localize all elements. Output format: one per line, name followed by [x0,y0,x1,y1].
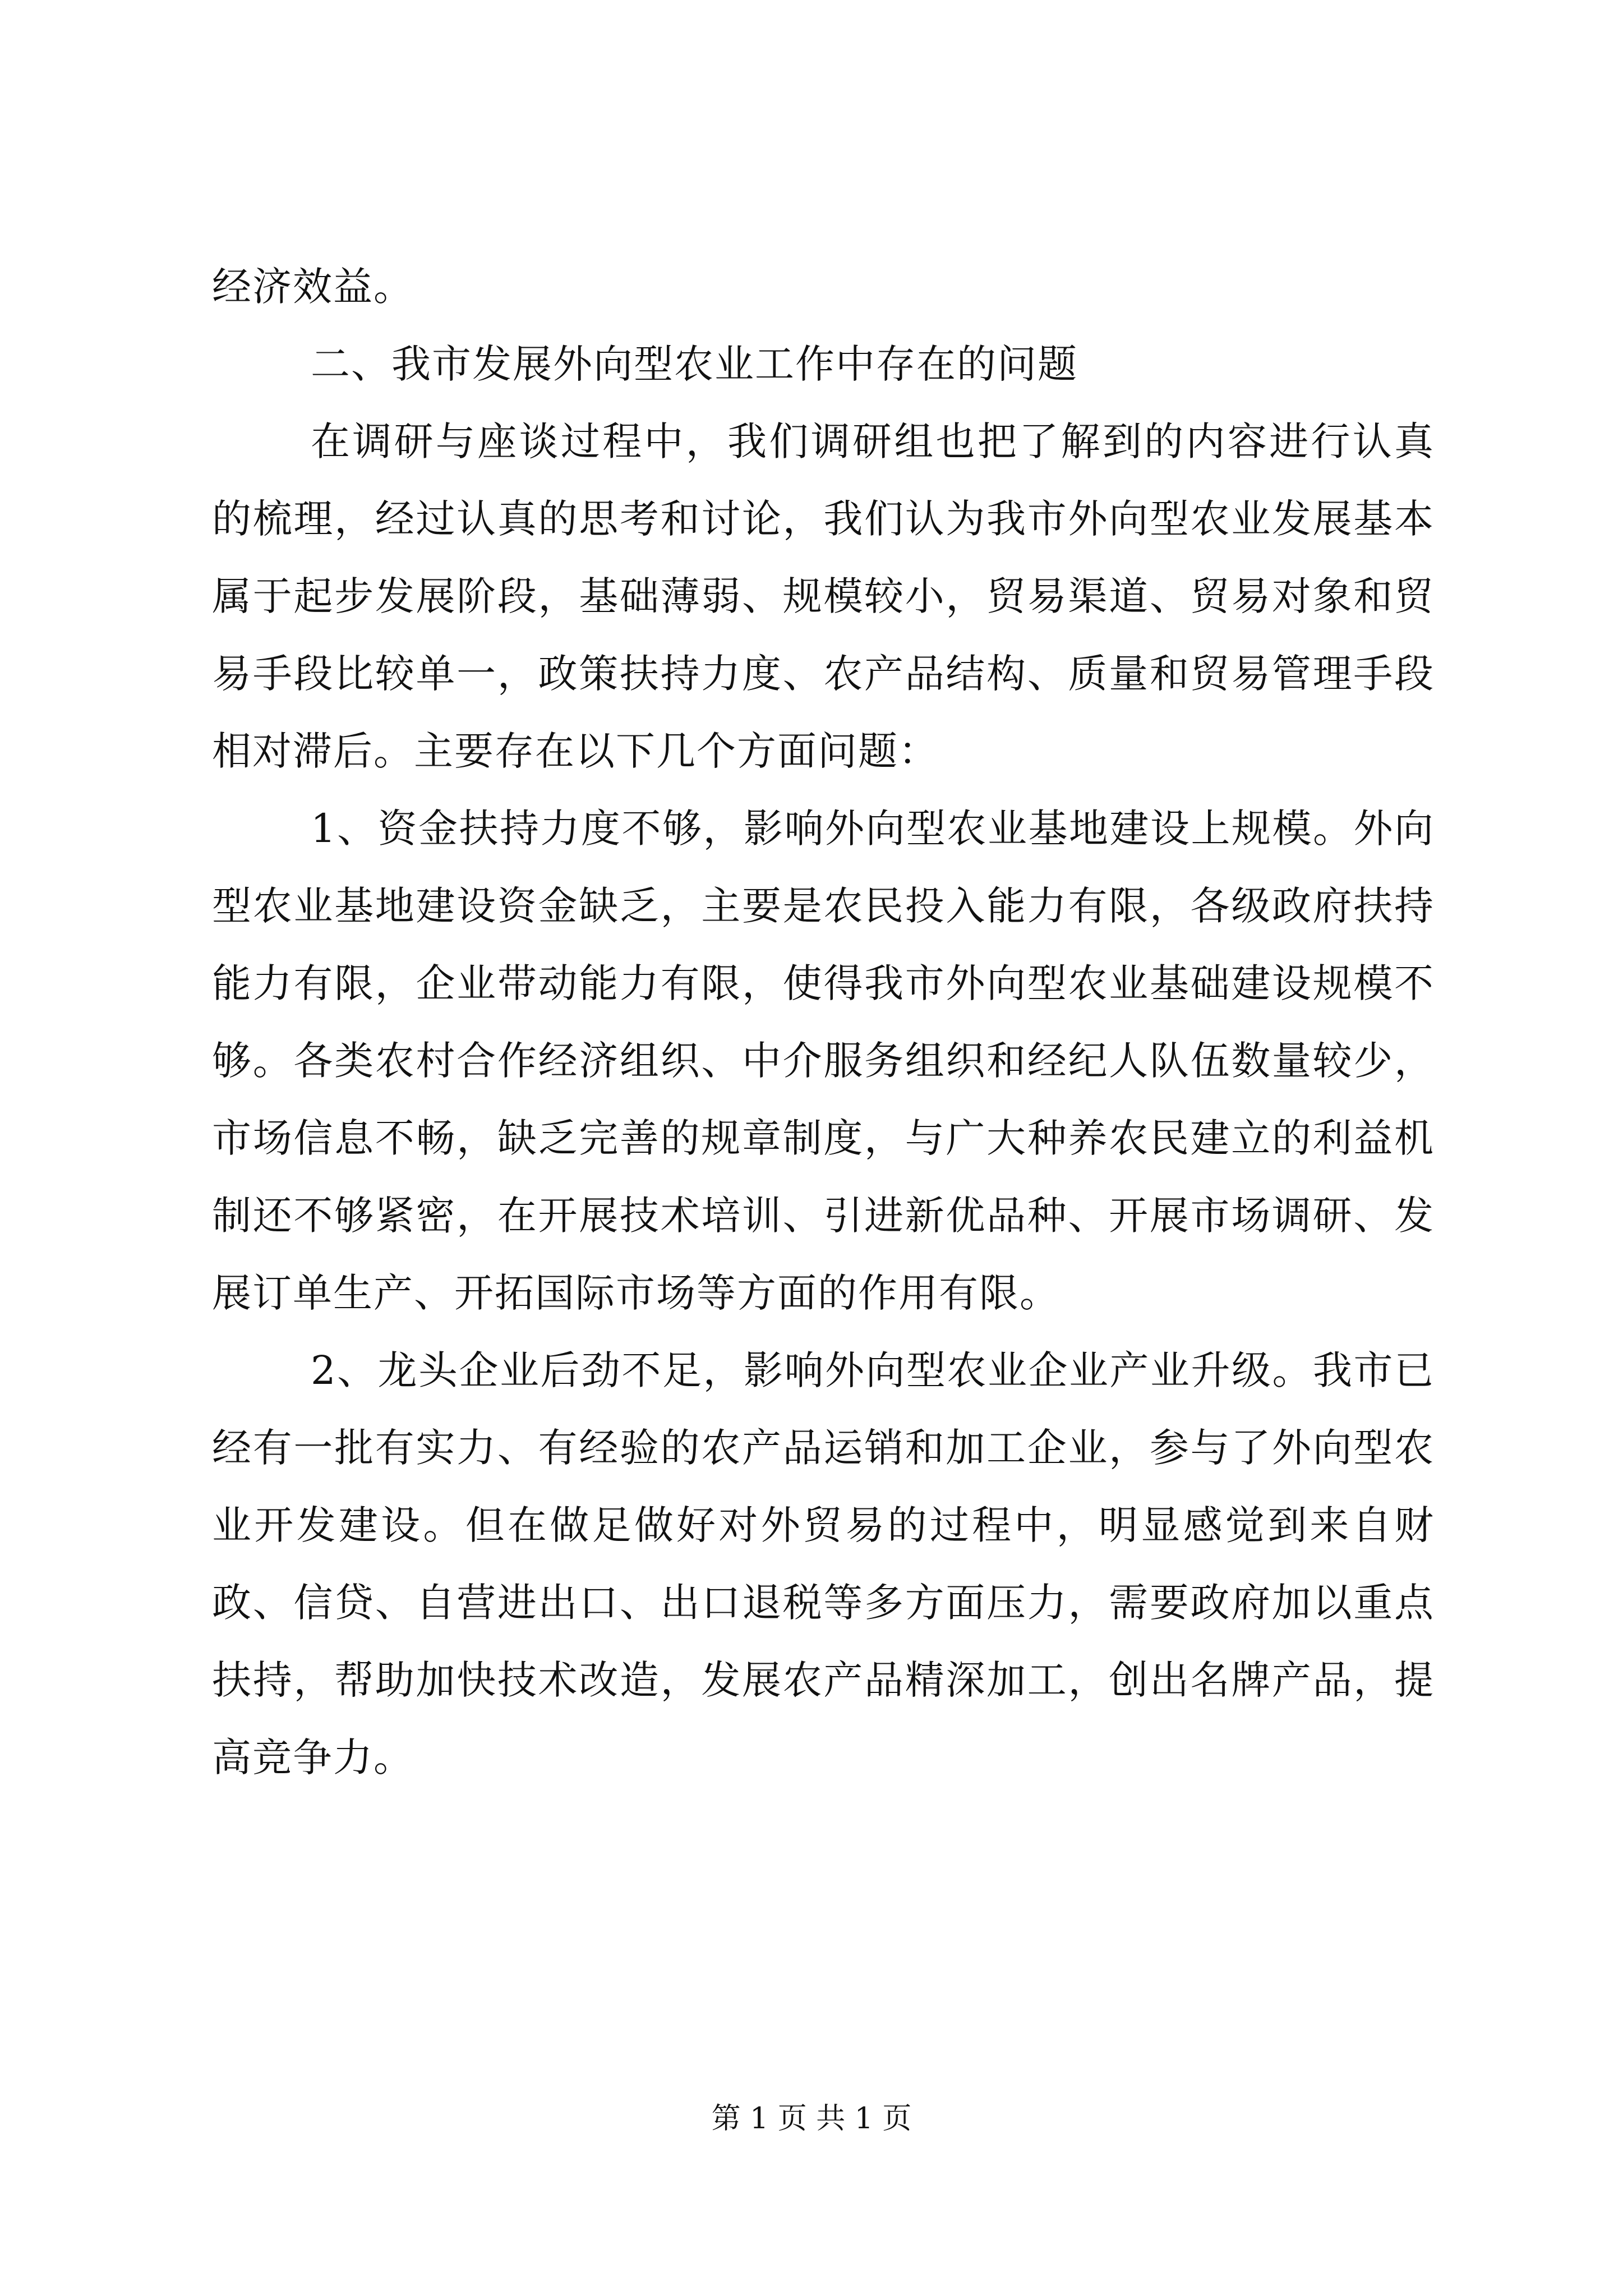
paragraph-issue-2: 2、龙头企业后劲不足，影响外向型农业企业产业升级。我市已经有一批有实力、有经验的农产品运销和加工企业，参与了外向型农业开发建设。但在做足做好对外贸易的过程中，明显感觉到来自财政、信贷、自营进出口、出口退税等多方面压力，需要政府加以重点扶持，帮助加快技术改造，发展农产品精深加工，创出名牌产品，提高竞争力。 [212,1347,1435,1780]
document-body [212,248,1435,1796]
page-footer: 第 1 页 共 1 页 [711,2102,912,2136]
paragraph-issue-1: 1、资金扶持力度不够，影响外向型农业基地建设上规模。外向型农业基地建设资金缺乏，主要是农民投入能力有限，各级政府扶持能力有限，企业带动能力有限，使得我市外向型农业基础建设规模不够。各类农村合作经济组织、中介服务组织和经纪人队伍数量较少，市场信息不畅，缺乏完善的规章制度，与广大种养农民建立的利益机制还不够紧密，在开展技术培训、引进新优品种、开展市场调研、发展订单生产、开拓国际市场等方面的作用有限。 [212,806,1435,1316]
section-heading: 二、我市发展外向型农业工作中存在的问题 [311,341,1078,387]
paragraph-continuation: 经济效益。 [212,264,414,310]
paragraph-overview: 在调研与座谈过程中，我们调研组也把了解到的内容进行认真的梳理，经过认真的思考和讨论，我们认为我市外向型农业发展基本属于起步发展阶段，基础薄弱、规模较小，贸易渠道、贸易对象和贸易手段比较单一，政策扶持力度、农产品结构、质量和贸易管理手段相对滞后。主要存在以下几个方面问题： [212,418,1435,774]
